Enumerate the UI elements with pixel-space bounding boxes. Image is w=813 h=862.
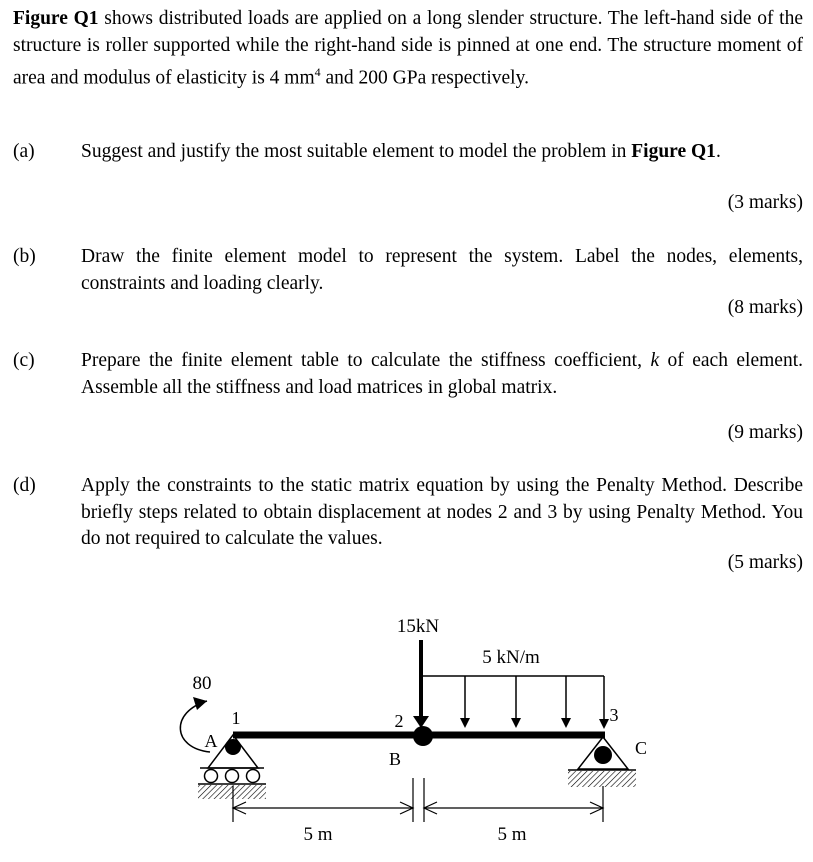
question-a-tail: . [715, 141, 721, 162]
point-c-label: C [634, 738, 648, 758]
moment-arrowhead [193, 697, 207, 710]
marks: (9 marks) [727, 422, 803, 443]
figure-reference: Figure Q1 [631, 141, 716, 162]
question-label: (a) [13, 141, 35, 162]
question-text: Draw the finite element model to represent the system. Label the nodes, elements, constraints and loading clearly. [81, 246, 803, 294]
span-1-label: 5 m [303, 824, 333, 845]
intro-text-b: and 200 GPa respectively. [325, 67, 529, 89]
question-c-text-a: Prepare the finite element table to calculate the stiffness coefficient, [81, 350, 642, 371]
point-b-label: B [388, 749, 402, 769]
marks: (8 marks) [727, 297, 803, 318]
node-2-joint [413, 726, 433, 746]
question-text: Apply the constraints to the static matrix equation by using the Penalty Method. Describe briefly steps related to obtain displacement at nodes 2 and 3 by using Penalty Method. You do not required to calculate the values. [81, 475, 803, 549]
marks: (5 marks) [727, 552, 803, 573]
question-label: (d) [13, 475, 36, 496]
exponent: 4 [314, 65, 321, 79]
point-load-arrowhead [413, 716, 429, 728]
figure-reference: Figure Q1 [13, 8, 99, 29]
marks: (3 marks) [727, 192, 803, 213]
pin-support-c [568, 737, 636, 787]
span-2-label: 5 m [497, 824, 527, 845]
intro-text-a: shows distributed loads are applied on a long slender structure. The left-hand side of the structure is roller supported while the right-hand side is pinned at one end. The structure moment of area and modulus of elasticity is 4 mm [13, 8, 803, 89]
udl-label: 5 kN/m [482, 647, 540, 668]
point-load-label: 15kN [396, 616, 440, 637]
moment-label: 80 [192, 673, 212, 694]
dimension-lines [233, 778, 603, 822]
node-3-label: 3 [609, 705, 619, 725]
question-a-text: Suggest and justify the most suitable element to model the problem in [81, 141, 627, 162]
distributed-load [421, 676, 609, 729]
node-1-label: 1 [231, 708, 241, 728]
point-a-label: A [204, 731, 218, 751]
stiffness-symbol: k [650, 350, 660, 371]
question-label: (b) [13, 246, 36, 267]
question-label: (c) [13, 350, 35, 371]
node-2-label: 2 [394, 711, 404, 731]
question-c-text-b: of each element. Assemble all the stiffness and load matrices in global matrix. [81, 350, 803, 398]
